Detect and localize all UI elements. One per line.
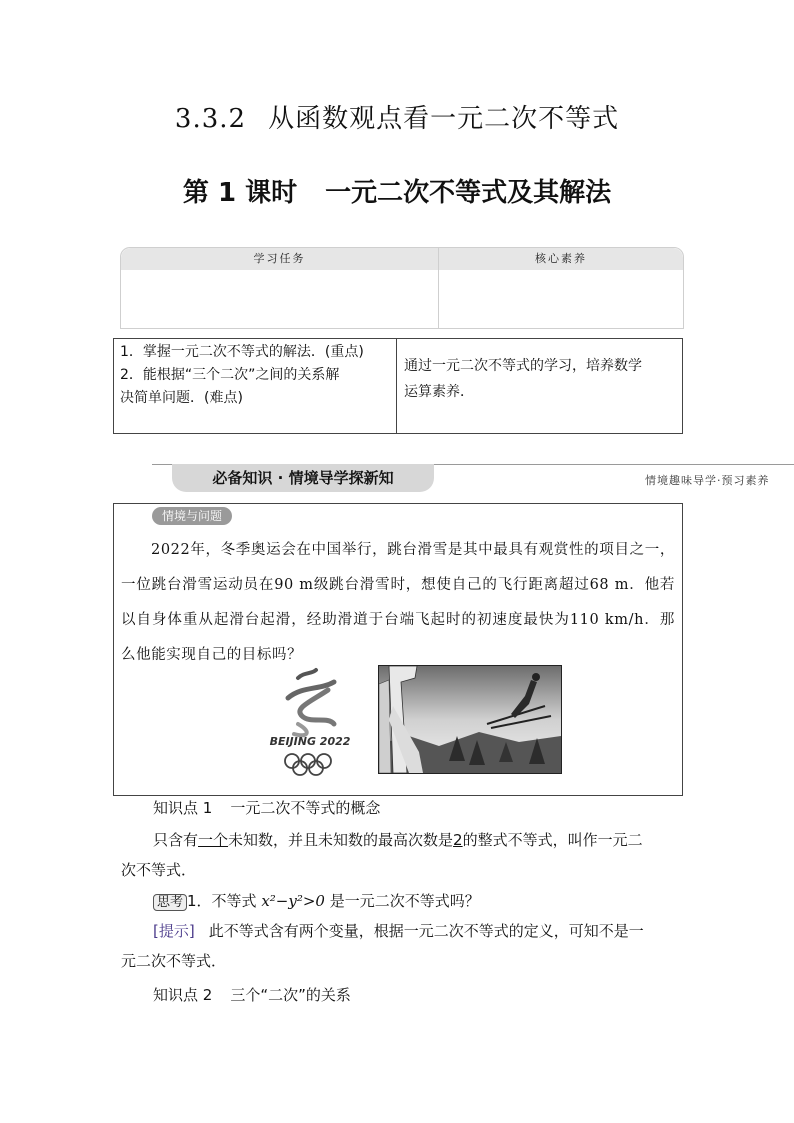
def-text: 未知数，并且未知数的最高次数是 <box>228 831 454 849</box>
section-number: 3.3.2 <box>174 104 247 134</box>
question-math: x²−y²>0 <box>261 892 325 910</box>
logo-text: BEIJING 2022 <box>269 735 351 748</box>
lesson-title-text: 一元二次不等式及其解法 <box>325 178 612 208</box>
hint-line-end: 元二次不等式． <box>121 952 227 970</box>
section-title-text: 从函数观点看一元二次不等式 <box>268 104 620 134</box>
knowledge-1-number: 知识点 1 <box>153 799 213 817</box>
goals-content-table <box>113 338 683 434</box>
def-text: 只含有 <box>153 831 199 849</box>
question-post: 是一元二次不等式吗？ <box>324 892 480 910</box>
olympic-rings-icon <box>285 754 331 775</box>
section-title <box>0 98 794 135</box>
goals-col-literacy <box>439 248 683 328</box>
knowledge-1-definition <box>153 825 683 855</box>
beijing-2022-logo <box>258 664 370 778</box>
literacy-cell <box>398 339 682 433</box>
goals-col-tasks <box>121 248 439 328</box>
lesson-label: 第 1 课时 <box>182 178 298 208</box>
ski-jump-photo <box>378 665 562 774</box>
emblem-icon <box>288 670 334 735</box>
literacy-line: 通过一元二次不等式的学习，培养数学 <box>404 358 642 374</box>
think-tag: 思考 <box>153 894 187 911</box>
blank-answer: 2 <box>453 831 463 849</box>
blank-answer: 一个 <box>198 831 229 849</box>
knowledge-1-heading <box>153 797 380 818</box>
knowledge-2-heading <box>153 984 351 1005</box>
literacy-header: 核心素养 <box>439 248 683 270</box>
tasks-cell <box>114 339 397 433</box>
hint-tag: [提示] <box>153 922 195 940</box>
lesson-title <box>0 172 794 209</box>
hint-line <box>153 916 683 946</box>
banner-subtitle: 情境趣味导学·预习素养 <box>645 474 770 487</box>
situation-tag: 情境与问题 <box>152 507 232 525</box>
def-text: 的整式不等式，叫作一元二 <box>462 831 643 849</box>
section-banner: 必备知识 · 情境导学探新知 <box>172 464 434 492</box>
knowledge-2-title: 三个“二次”的关系 <box>230 986 351 1004</box>
literacy-line: 运算素养． <box>404 384 474 400</box>
task-line: 决简单问题．(难点) <box>120 390 243 406</box>
situation-text: 2022年，冬季奥运会在中国举行，跳台滑雪是其中最具有观赏性的项目之一，一位跳台滑雪运动员在90 m级跳台滑雪时，想使自己的飞行距离超过68 m．他若以自身体重从起滑台起滑，经助滑道于台端飞起时的初速度最快为110 km/h．那么他能实现自己的目标吗？ <box>121 542 675 663</box>
question-pre: 1．不等式 <box>187 892 262 910</box>
goals-header-table <box>120 247 684 329</box>
knowledge-1-title: 一元二次不等式的概念 <box>230 799 381 817</box>
knowledge-2-number: 知识点 2 <box>153 986 213 1004</box>
task-line: 2．能根据“三个二次”之间的关系解 <box>120 367 340 383</box>
tasks-header: 学习任务 <box>121 248 438 270</box>
think-question <box>153 886 683 918</box>
task-line: 1．掌握一元二次不等式的解法．(重点) <box>120 344 364 360</box>
hint-text: 此不等式含有两个变量，根据一元二次不等式的定义，可知不是一 <box>208 922 644 940</box>
knowledge-1-definition-end: 次不等式． <box>121 861 197 879</box>
